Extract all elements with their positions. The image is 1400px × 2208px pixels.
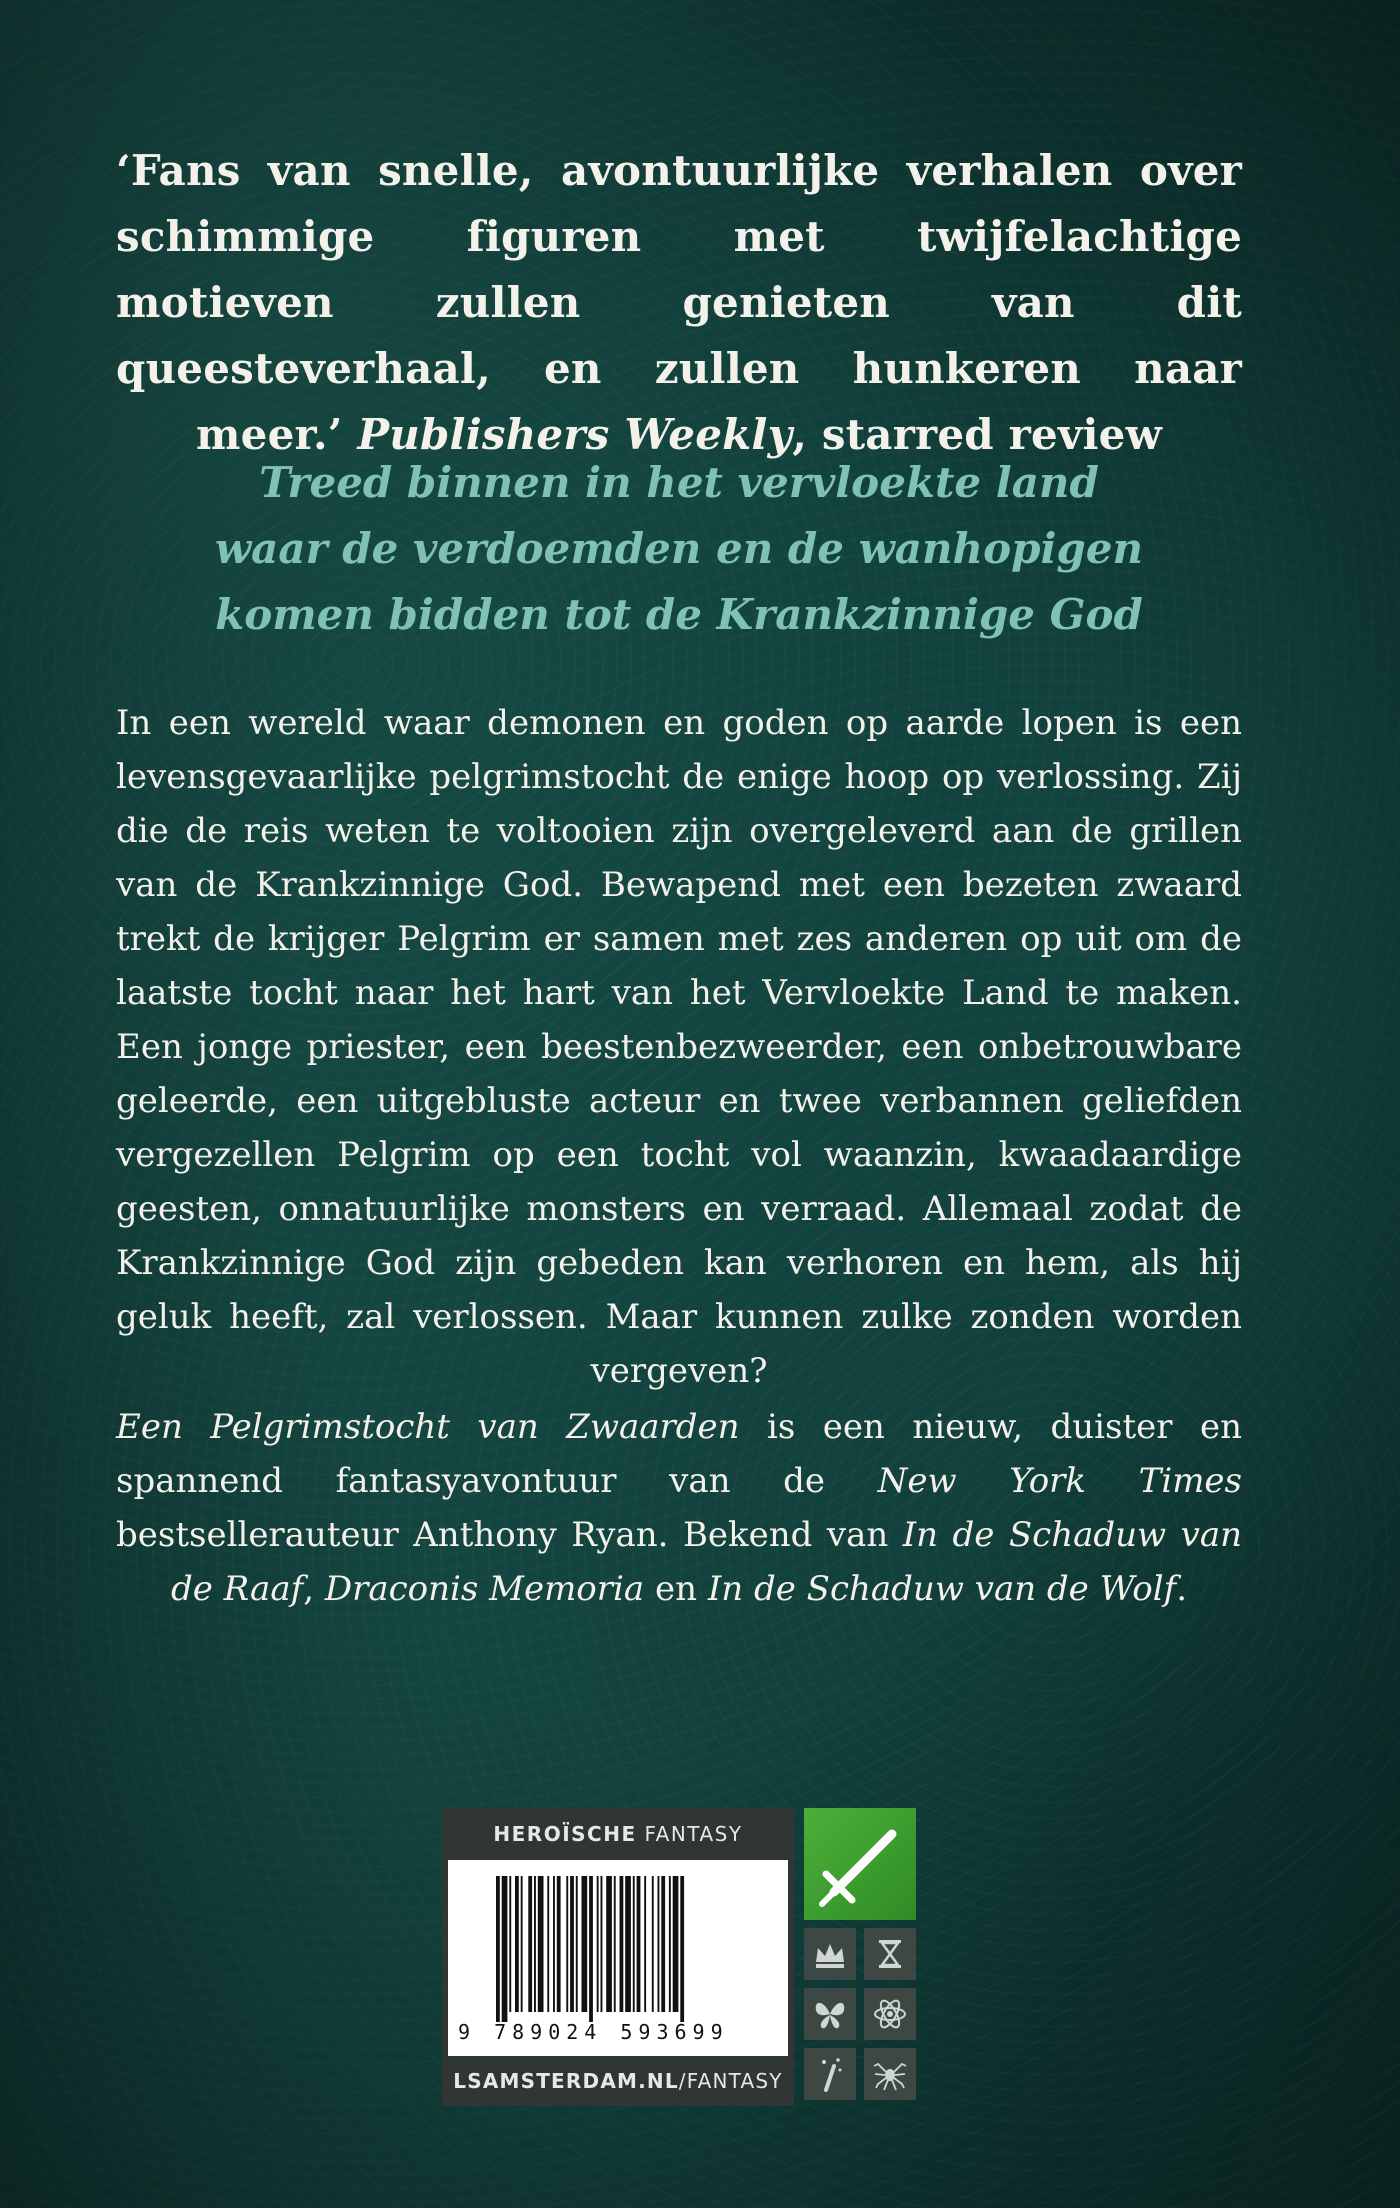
author-blurb (116, 1400, 1242, 1616)
book-title: Een Pelgrimstocht van Zwaarden (116, 1407, 740, 1447)
barcode-bar (620, 1876, 624, 2012)
butterfly-icon (804, 1988, 856, 2040)
blurb-text: bestsellerauteur Anthony Ryan. Bekend van (116, 1515, 903, 1555)
quote-text: ‘Fans van snelle, avontuurlijke verhalen over schimmige figuren met twijfelachtige motieven zullen genieten van dit queesteverhaal, en zullen hunkeren naar meer.’ (116, 146, 1242, 459)
genre-label-bold: HEROÏSCHE (493, 1822, 637, 1846)
genre-tile-hourglass (864, 1928, 916, 1980)
barcode-bar (601, 1876, 603, 2012)
genre-tile-atom (864, 1988, 916, 2040)
barcode (448, 1860, 788, 2056)
wand-icon (804, 2048, 856, 2100)
barcode-bar (538, 1876, 544, 2012)
quote-suffix: , starred review (792, 410, 1162, 459)
crown-icon (804, 1928, 856, 1980)
barcode-bar (557, 1876, 561, 2012)
barcode-bars (494, 1876, 778, 2022)
review-quote (116, 138, 1242, 468)
genre-label (442, 1808, 794, 1860)
barcode-bar (496, 1876, 500, 2022)
barcode-bar (597, 1876, 599, 2012)
genre-tile-spider (864, 2048, 916, 2100)
publisher-url (442, 2056, 794, 2106)
isbn-number: 9 789024 593699 (458, 2020, 729, 2044)
barcode-bar (680, 1876, 684, 2022)
barcode-bar (515, 1876, 519, 2012)
genre-tile-wand (804, 2048, 856, 2100)
genre-tile-butterfly (804, 1988, 856, 2040)
barcode-bar (509, 1876, 511, 2012)
other-book-title: In de Schaduw van de Wolf (707, 1569, 1177, 1609)
hourglass-icon (864, 1928, 916, 1980)
publisher-url-rest: /FANTASY (678, 2069, 783, 2093)
sword-icon (804, 1808, 916, 1920)
blurb-text: is een nieuw, duister en spannend fantasyavontuur van de (116, 1407, 1242, 1501)
barcode-bar (570, 1876, 574, 2012)
tagline (116, 450, 1242, 648)
barcode-bar (637, 1876, 641, 2012)
barcode-bar (576, 1876, 578, 2012)
blurb-text: . (1176, 1569, 1187, 1609)
barcode-bar (582, 1876, 588, 2012)
blurb-text: , (303, 1569, 325, 1609)
barcode-bar (673, 1876, 679, 2012)
barcode-bar (521, 1876, 523, 2012)
quote-source: Publishers Weekly (357, 410, 793, 459)
barcode-block (442, 1808, 794, 2106)
tagline-line: Treed binnen in het vervloekte land (259, 458, 1099, 507)
barcode-bar (553, 1876, 555, 2012)
barcode-bar (534, 1876, 536, 2012)
barcode-bar (614, 1876, 616, 2012)
atom-icon (864, 1988, 916, 2040)
other-book-title: In de Schaduw van de Raaf (170, 1515, 1242, 1609)
barcode-bar (633, 1876, 635, 2012)
barcode-bar (528, 1876, 532, 2012)
spider-icon (864, 2048, 916, 2100)
nyt-title: New York Times (877, 1461, 1242, 1501)
barcode-bar (547, 1876, 549, 2012)
publisher-url-bold: LSAMSTERDAM.NL (453, 2069, 679, 2093)
genre-tile-crown (804, 1928, 856, 1980)
genre-tile-sword (804, 1808, 916, 1920)
barcode-bar (502, 1876, 508, 2022)
barcode-bar (589, 1876, 593, 2022)
barcode-bar (625, 1876, 631, 2012)
tagline-line: waar de verdoemden en de wanhopigen (214, 524, 1144, 573)
barcode-bar (644, 1876, 646, 2012)
barcode-bar (669, 1876, 671, 2012)
barcode-bar (566, 1876, 568, 2012)
genre-label-rest: FANTASY (636, 1822, 743, 1846)
tagline-line: komen bidden tot de Krankzinnige God (215, 590, 1143, 639)
barcode-bar (661, 1876, 665, 2012)
barcode-bar (606, 1876, 612, 2012)
other-book-title: Draconis Memoria (324, 1569, 645, 1609)
blurb-text: en (644, 1569, 708, 1609)
barcode-bar (652, 1876, 654, 2012)
synopsis: In een wereld waar demonen en goden op aarde lopen is een levensgevaarlijke pelgrimstocht de enige hoop op verlossing. Zij die de reis weten te voltooien zijn overgeleverd aan de grillen van de Krankzinnige God. Bewapend met een bezeten zwaard trekt de krijger Pelgrim er samen met zes anderen op uit om de laatste tocht naar het hart van het Vervloekte Land te maken. Een jonge priester, een beestenbezweerder, een onbetrouwbare geleerde, een uitgebluste acteur en twee verbannen geliefden vergezellen Pelgrim op een tocht vol waanzin, kwaadaardige geesten, onnatuurlijke monsters en verraad. Allemaal zodat de Krankzinnige God zijn gebeden kan verhoren en hem, als hij geluk heeft, zal verlossen. Maar kunnen zulke zonden worden vergeven? (116, 703, 1242, 1391)
barcode-bar (658, 1876, 660, 2012)
